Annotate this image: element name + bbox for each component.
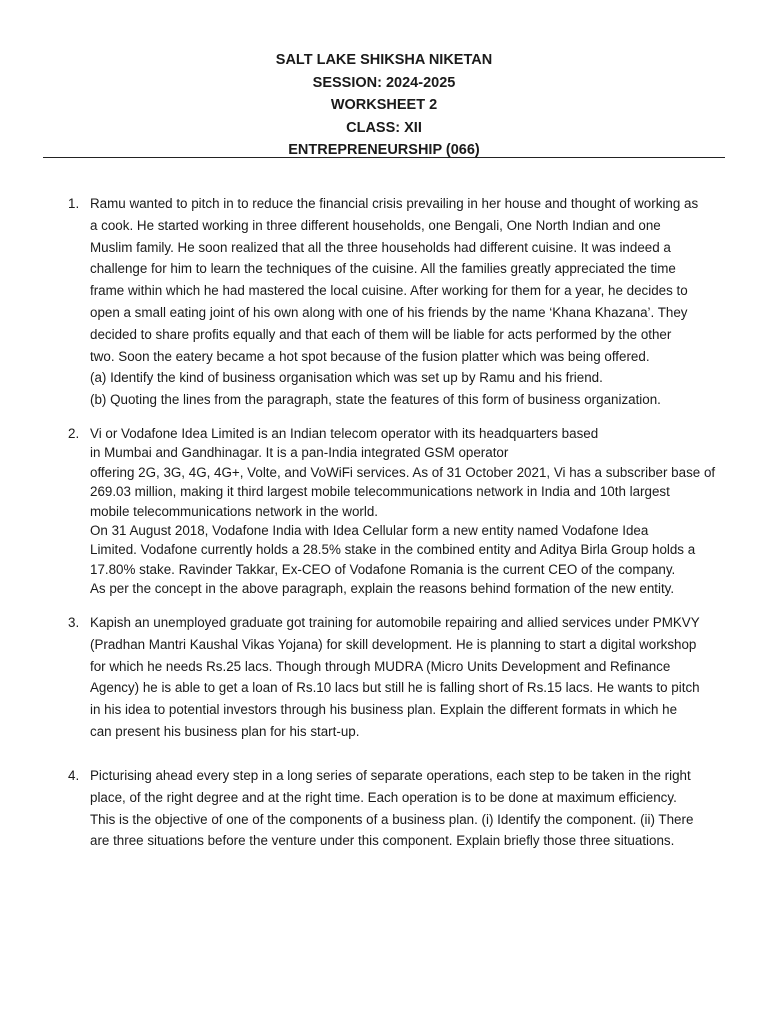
question-line: decided to share profits equally and that each of them will be liable for acts performed by the other [90, 326, 672, 342]
question-line: (b) Quoting the lines from the paragraph, state the features of this form of business organization. [90, 392, 661, 408]
question-number: 2. [68, 426, 80, 441]
question-number: 4. [68, 768, 80, 783]
worksheet-title: WORKSHEET 2 [330, 97, 438, 113]
question-line: 269.03 million, making it third largest mobile telecommunications network in India and 10th largest [90, 484, 670, 500]
header-divider [43, 157, 725, 158]
question-text [90, 424, 730, 599]
question-line: in Mumbai and Gandhinagar. It is a pan-India integrated GSM operator [90, 445, 509, 461]
question-line: offering 2G, 3G, 4G, 4G+, Volte, and VoWiFi services. As of 31 October 2021, Vi has a subscriber base of [90, 464, 716, 480]
question-line: (Pradhan Mantri Kaushal Vikas Yojana) for skill development. He is planning to start a digital workshop [90, 636, 697, 652]
question-line: Agency) he is able to get a loan of Rs.10 lacs but still he is falling short of Rs.15 lacs. He wants to pitch [90, 680, 700, 696]
document-header [0, 49, 768, 162]
question-text [90, 193, 730, 411]
question-line: open a small eating joint of his own along with one of his friends by the name ‘Khana Khazana’. They [90, 304, 688, 320]
question-text [90, 612, 730, 743]
question-line: Picturising ahead every step in a long series of separate operations, each step to be taken in the right [90, 768, 691, 783]
class-line: CLASS: XII [346, 119, 422, 136]
question-line: for which he needs Rs.25 lacs. Though through MUDRA (Micro Units Development and Refinance [90, 658, 671, 674]
question-line: frame within which he had mastered the local cuisine. After working for them for a year, he decides to [90, 283, 688, 299]
question-line: two. Soon the eatery became a hot spot because of the fusion platter which was being offered. [90, 348, 650, 364]
subject-line: ENTREPRENEURSHIP (066) [288, 142, 480, 158]
question-line: Ramu wanted to pitch in to reduce the financial crisis prevailing in her house and thought of working as [90, 196, 699, 211]
question-line: a cook. He started working in three different households, one Bengali, One North Indian and one [90, 217, 661, 233]
question-line: On 31 August 2018, Vodafone India with Idea Cellular form a new entity named Vodafone Idea [90, 522, 649, 538]
question-text [90, 765, 730, 852]
question-line: Limited. Vodafone currently holds a 28.5% stake in the combined entity and Aditya Birla Group holds a [90, 542, 696, 558]
question-line: are three situations before the venture under this component. Explain briefly those three situations. [90, 833, 675, 849]
question-line: (a) Identify the kind of business organisation which was set up by Ramu and his friend. [90, 370, 603, 386]
question-line: in his idea to potential investors through his business plan. Explain the different formats in which he [90, 702, 678, 718]
question-line: mobile telecommunications network in the world. [90, 503, 379, 519]
question-line: As per the concept in the above paragraph, explain the reasons behind formation of the new entity. [90, 581, 675, 597]
question-line: Kapish an unemployed graduate got training for automobile repairing and allied services under PMKVY [90, 615, 700, 630]
session-line: SESSION: 2024-2025 [312, 74, 456, 91]
question-line: This is the objective of one of the components of a business plan. (i) Identify the component. (ii) There [90, 811, 694, 827]
question-number: 1. [68, 196, 80, 211]
question-line: Muslim family. He soon realized that all the three households had different cuisine. It was indeed a [90, 239, 671, 255]
school-name: SALT LAKE SHIKSHA NIKETAN [275, 52, 493, 68]
question-number: 3. [68, 615, 80, 630]
question-line: Vi or Vodafone Idea Limited is an Indian telecom operator with its headquarters based [90, 426, 599, 441]
question-line: can present his business plan for his start-up. [90, 723, 360, 739]
question-line: place, of the right degree and at the right time. Each operation is to be done at maximum efficiency. [90, 789, 677, 805]
question-line: challenge for him to learn the techniques of the cuisine. All the families greatly appreciated the time [90, 261, 676, 277]
question-line: 17.80% stake. Ravinder Takkar, Ex-CEO of Vodafone Romania is the current CEO of the company. [90, 561, 676, 577]
